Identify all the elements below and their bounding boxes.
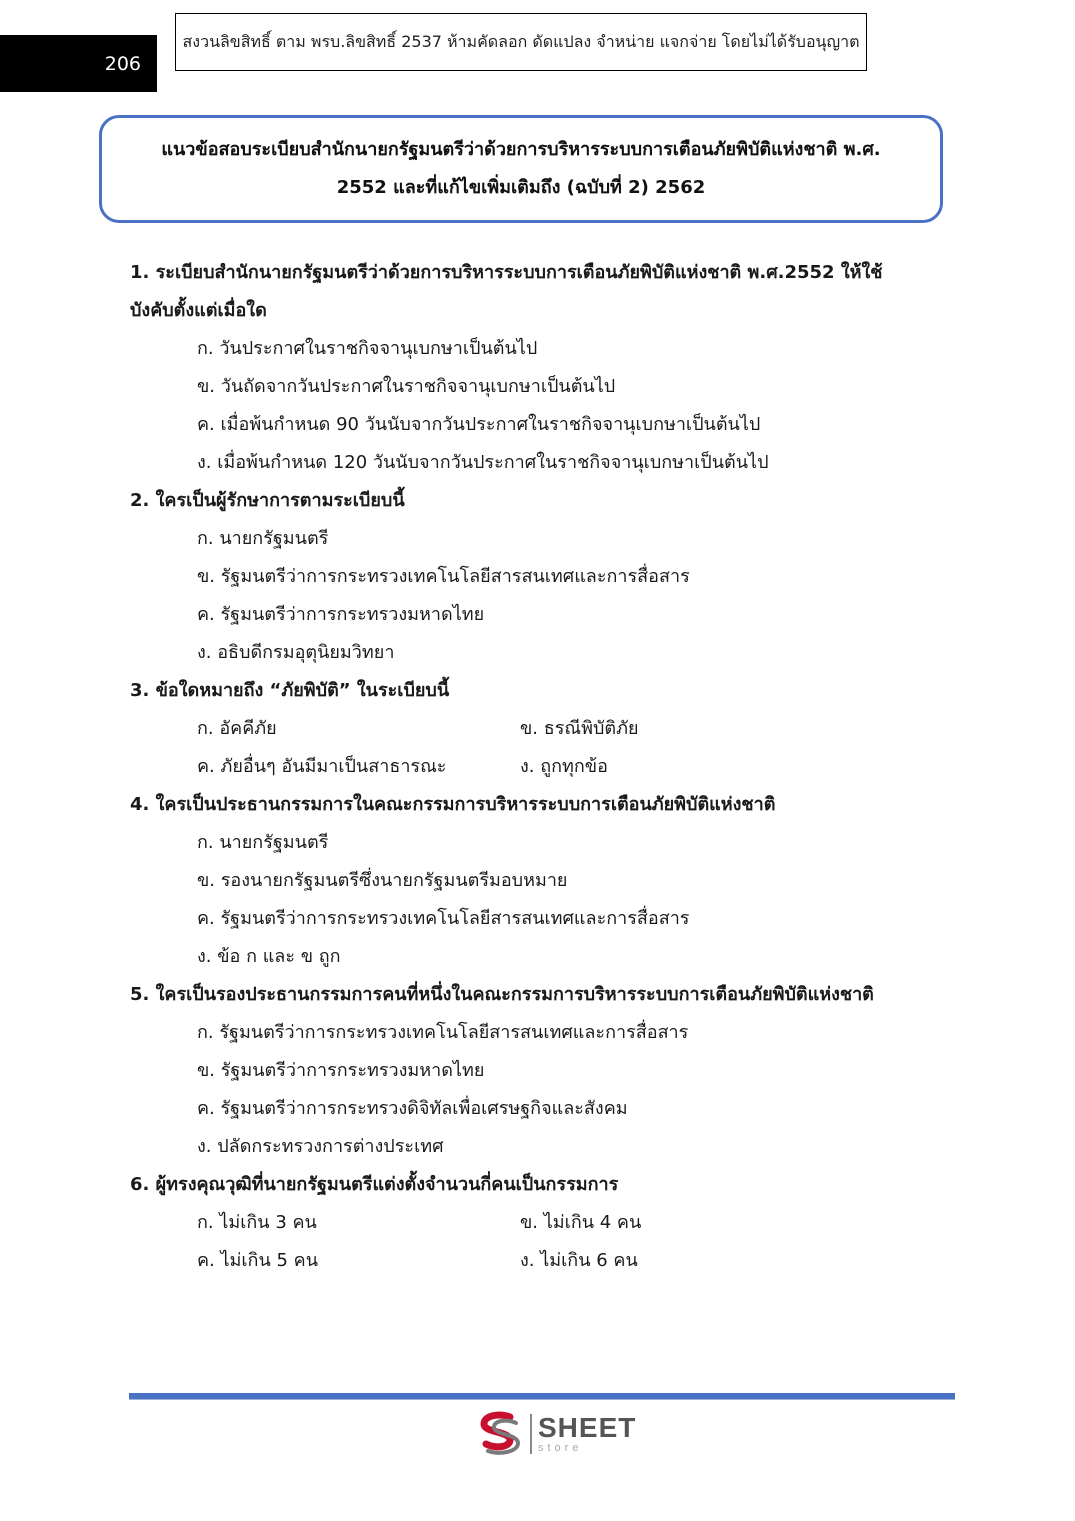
q6-option-c: ค. ไม่เกิน 5 คน [197, 1250, 318, 1271]
q4-option-c: ค. รัฐมนตรีว่าการกระทรวงเทคโนโลยีสารสนเทศและการสื่อสาร [197, 908, 690, 929]
q5-option-d: ง. ปลัดกระทรวงการต่างประเทศ [197, 1136, 444, 1157]
q3-option-d: ง. ถูกทุกข้อ [520, 756, 608, 777]
q4-option-d: ง. ข้อ ก และ ข ถูก [197, 946, 341, 967]
q3-option-a: ก. อัคคีภัย [197, 718, 277, 739]
question-5-text: 5. ใครเป็นรองประธานกรรมการคนที่หนึ่งในคณะกรรมการบริหารระบบการเตือนภัยพิบัติแห่งชาติ [130, 984, 874, 1005]
question-1-text-cont: บังคับตั้งแต่เมื่อใด [130, 300, 267, 321]
q2-option-b: ข. รัฐมนตรีว่าการกระทรวงเทคโนโลยีสารสนเทศและการสื่อสาร [197, 566, 690, 587]
q2-option-d: ง. อธิบดีกรมอุตุนิยมวิทยา [197, 642, 395, 663]
q6-option-a: ก. ไม่เกิน 3 คน [197, 1212, 317, 1233]
q3-option-c: ค. ภัยอื่นๆ อันมีมาเป็นสาธารณะ [197, 756, 447, 777]
q2-option-a: ก. นายกรัฐมนตรี [197, 528, 329, 549]
sheet-store-s-icon [476, 1411, 524, 1457]
question-6-text: 6. ผู้ทรงคุณวุฒิที่นายกรัฐมนตรีแต่งตั้งจำนวนกี่คนเป็นกรรมการ [130, 1174, 619, 1195]
q6-option-row-2 [130, 1242, 930, 1280]
question-4-text: 4. ใครเป็นประธานกรรมการในคณะกรรมการบริหารระบบการเตือนภัยพิบัติแห่งชาติ [130, 794, 776, 815]
logo-sub: store [538, 1442, 583, 1454]
question-2-text: 2. ใครเป็นผู้รักษาการตามระเบียบนี้ [130, 490, 405, 511]
q1-option-b: ข. วันถัดจากวันประกาศในราชกิจจานุเบกษาเป็นต้นไป [197, 376, 616, 397]
q6-option-b: ข. ไม่เกิน 4 คน [520, 1212, 642, 1233]
question-1-text: 1. ระเบียบสำนักนายกรัฐมนตรีว่าด้วยการบริหารระบบการเตือนภัยพิบัติแห่งชาติ พ.ศ.2552 ให้ใช้ [130, 262, 883, 283]
question-list [130, 254, 930, 1280]
question-3-text: 3. ข้อใดหมายถึง “ภัยพิบัติ” ในระเบียบนี้ [130, 680, 450, 701]
page-number-text: 206 [104, 52, 141, 75]
q1-option-c: ค. เมื่อพ้นกำหนด 90 วันนับจากวันประกาศในราชกิจจานุเบกษาเป็นต้นไป [197, 414, 761, 435]
footer-divider [129, 1393, 955, 1400]
q1-option-d: ง. เมื่อพ้นกำหนด 120 วันนับจากวันประกาศในราชกิจจานุเบกษาเป็นต้นไป [197, 452, 769, 473]
q3-option-b: ข. ธรณีพิบัติภัย [520, 718, 639, 739]
q3-option-row-1 [130, 710, 930, 748]
page-number [0, 35, 157, 92]
title-line-2: 2552 และที่แก้ไขเพิ่มเติมถึง (ฉบับที่ 2) 2562 [336, 177, 706, 198]
q5-option-b: ข. รัฐมนตรีว่าการกระทรวงมหาดไทย [197, 1060, 485, 1081]
copyright-notice [175, 13, 867, 71]
logo-divider [530, 1414, 532, 1454]
document-title-box [99, 115, 943, 223]
q3-option-row-2 [130, 748, 930, 786]
q1-option-a: ก. วันประกาศในราชกิจจานุเบกษาเป็นต้นไป [197, 338, 538, 359]
copyright-text: สงวนลิขสิทธิ์ ตาม พรบ.ลิขสิทธิ์ 2537 ห้ามคัดลอก ดัดแปลง จำหน่าย แจกจ่าย โดยไม่ได้รับอนุญาต [182, 31, 860, 51]
q2-option-c: ค. รัฐมนตรีว่าการกระทรวงมหาดไทย [197, 604, 485, 625]
sheet-store-logo [476, 1410, 636, 1458]
q6-option-d: ง. ไม่เกิน 6 คน [520, 1250, 638, 1271]
logo-wordmark [538, 1414, 636, 1454]
title-line-1: แนวข้อสอบระเบียบสำนักนายกรัฐมนตรีว่าด้วยการบริหารระบบการเตือนภัยพิบัติแห่งชาติ พ.ศ. [161, 139, 881, 160]
q5-option-c: ค. รัฐมนตรีว่าการกระทรวงดิจิทัลเพื่อเศรษฐกิจและสังคม [197, 1098, 628, 1119]
q5-option-a: ก. รัฐมนตรีว่าการกระทรวงเทคโนโลยีสารสนเทศและการสื่อสาร [197, 1022, 689, 1043]
q4-option-b: ข. รองนายกรัฐมนตรีซึ่งนายกรัฐมนตรีมอบหมาย [197, 870, 568, 891]
q6-option-row-1 [130, 1204, 930, 1242]
q4-option-a: ก. นายกรัฐมนตรี [197, 832, 329, 853]
logo-brand: SHEET [538, 1412, 637, 1443]
